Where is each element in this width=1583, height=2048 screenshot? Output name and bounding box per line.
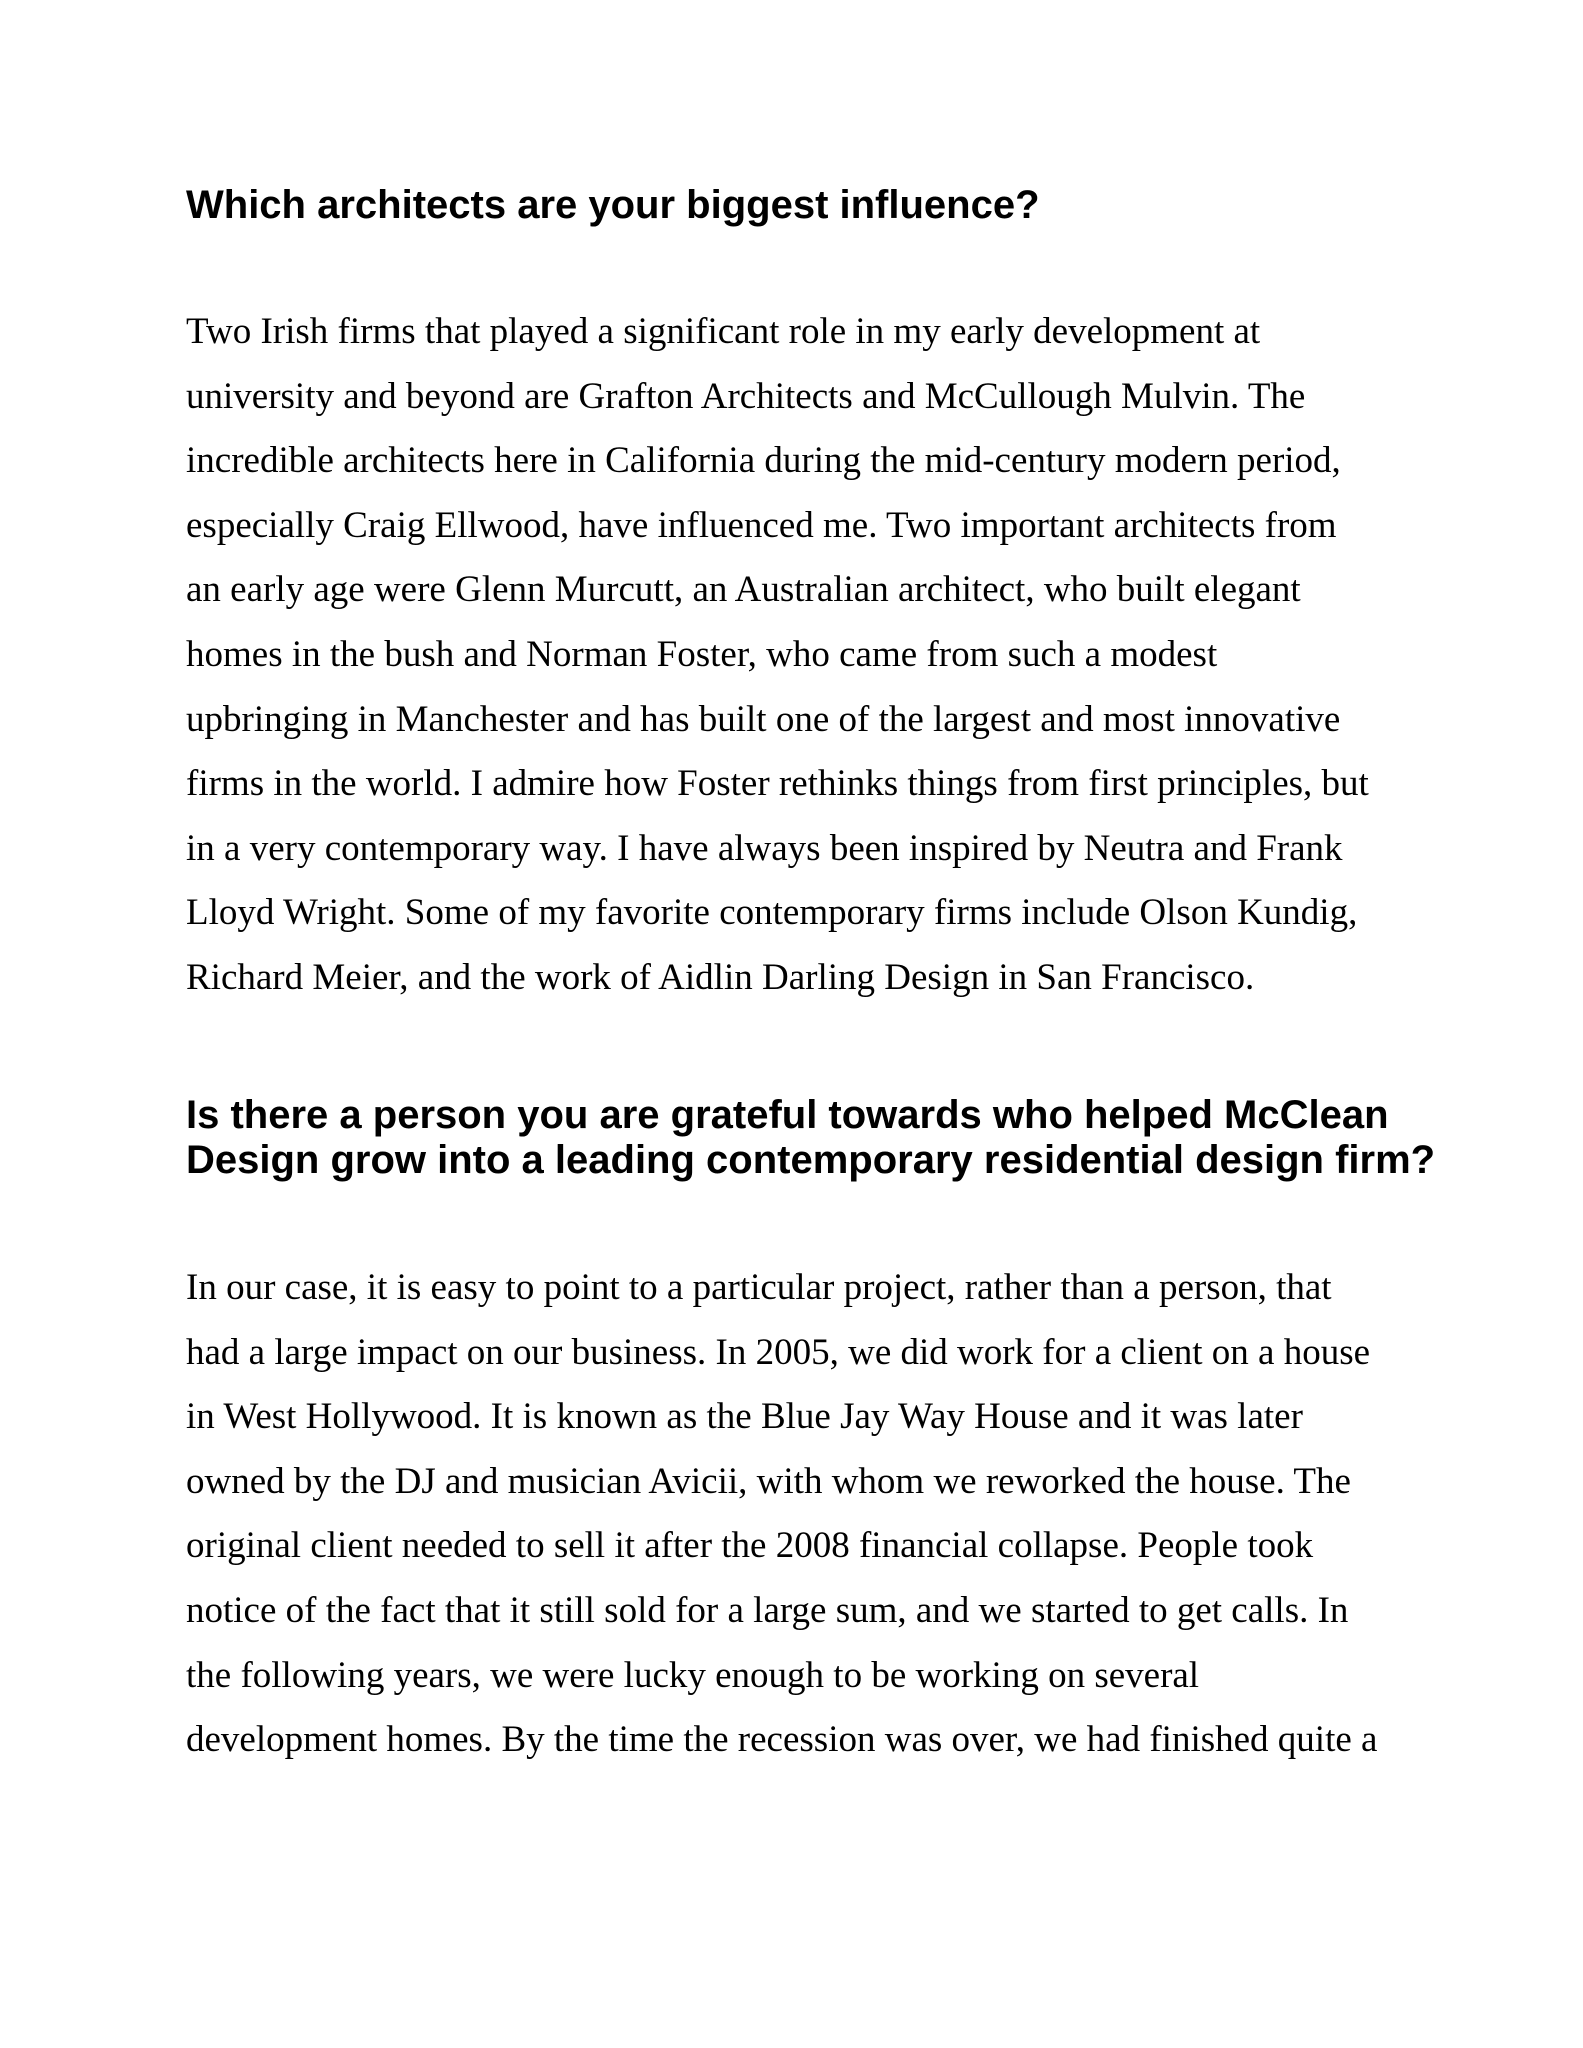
paragraph-line: notice of the fact that it still sold for a large sum, and we started to get calls. In	[186, 1589, 1349, 1631]
paragraph-line: upbringing in Manchester and has built one of the largest and most innovative	[186, 698, 1341, 740]
answer-paragraph-grateful-person	[186, 1256, 1377, 1773]
question-heading-grateful-person	[186, 1093, 1435, 1183]
paragraph-line: had a large impact on our business. In 2005, we did work for a client on a house	[186, 1331, 1371, 1373]
paragraph-line: university and beyond are Grafton Architects and McCullough Mulvin. The	[186, 375, 1306, 417]
paragraph-line: In our case, it is easy to point to a particular project, rather than a person, that	[186, 1267, 1332, 1308]
paragraph-line: an early age were Glenn Murcutt, an Australian architect, who built elegant	[186, 569, 1301, 611]
paragraph-line: original client needed to sell it after the 2008 financial collapse. People took	[186, 1525, 1314, 1567]
paragraph-line: incredible architects here in California during the mid-century modern period,	[186, 440, 1341, 482]
paragraph-line: Lloyd Wright. Some of my favorite contemporary firms include Olson Kundig,	[186, 892, 1358, 934]
paragraph-line: especially Craig Ellwood, have influenced me. Two important architects from	[186, 504, 1337, 546]
paragraph-line: the following years, we were lucky enough to be working on several	[186, 1654, 1200, 1696]
heading-line: Design grow into a leading contemporary residential design firm?	[186, 1138, 1436, 1182]
paragraph-line: development homes. By the time the recession was over, we had finished quite a	[186, 1719, 1378, 1761]
question-heading-influences	[186, 183, 1040, 228]
paragraph-line: homes in the bush and Norman Foster, who came from such a modest	[186, 633, 1218, 675]
paragraph-line: Richard Meier, and the work of Aidlin Darling Design in San Francisco.	[186, 956, 1255, 998]
paragraph-line: Two Irish firms that played a significant role in my early development at	[186, 311, 1261, 352]
paragraph-line: owned by the DJ and musician Avicii, with whom we reworked the house. The	[186, 1460, 1351, 1502]
answer-paragraph-influences	[186, 300, 1369, 1011]
heading-line: Is there a person you are grateful towards who helped McClean	[186, 1093, 1389, 1137]
heading-line: Which architects are your biggest influence?	[186, 183, 1040, 227]
paragraph-line: in West Hollywood. It is known as the Blue Jay Way House and it was later	[186, 1396, 1303, 1438]
paragraph-line: firms in the world. I admire how Foster rethinks things from first principles, but	[186, 763, 1369, 805]
paragraph-line: in a very contemporary way. I have always been inspired by Neutra and Frank	[186, 827, 1343, 869]
